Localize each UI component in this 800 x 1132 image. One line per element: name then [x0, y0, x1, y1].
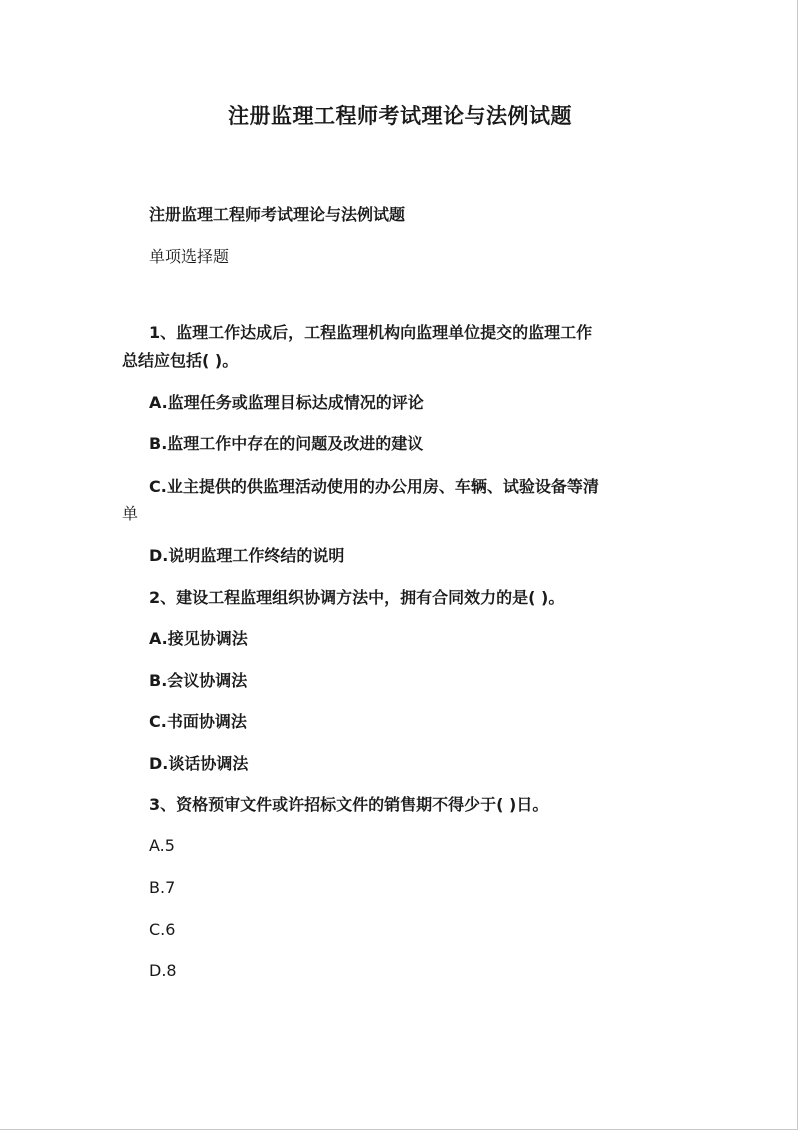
question-1-option-d: D.说明监理工作终结的说明 — [149, 546, 345, 565]
question-2-option-a: A.接见协调法 — [149, 629, 248, 648]
question-1-text: 1、监理工作达成后，工程监理机构向监理单位提交的监理工作 — [149, 323, 593, 342]
document-title: 注册监理工程师考试理论与法例试题 — [228, 104, 572, 128]
question-1-option-c: C.业主提供的供监理活动使用的办公用房、车辆、试验设备等清 — [149, 477, 599, 496]
question-3-option-c: C.6 — [149, 920, 176, 939]
question-3-text: 3、资格预审文件或许招标文件的销售期不得少于( )日。 — [149, 795, 549, 814]
question-3-option-a: A.5 — [149, 836, 175, 855]
question-2-text: 2、建设工程监理组织协调方法中，拥有合同效力的是( )。 — [149, 588, 565, 607]
question-2-option-d: D.谈话协调法 — [149, 754, 249, 773]
section-heading: 单项选择题 — [149, 247, 230, 266]
question-3-option-b: B.7 — [149, 878, 176, 897]
document-subtitle: 注册监理工程师考试理论与法例试题 — [149, 205, 406, 224]
question-3-option-d: D.8 — [149, 961, 177, 980]
question-2-option-b: B.会议协调法 — [149, 671, 248, 690]
question-1-text-continued: 总结应包括( )。 — [122, 351, 239, 370]
question-1-option-a: A.监理任务或监理目标达成情况的评论 — [149, 393, 424, 412]
question-1-option-b: B.监理工作中存在的问题及改进的建议 — [149, 434, 424, 453]
question-2-option-c: C.书面协调法 — [149, 712, 247, 731]
question-1-option-c-continued: 单 — [122, 504, 139, 523]
